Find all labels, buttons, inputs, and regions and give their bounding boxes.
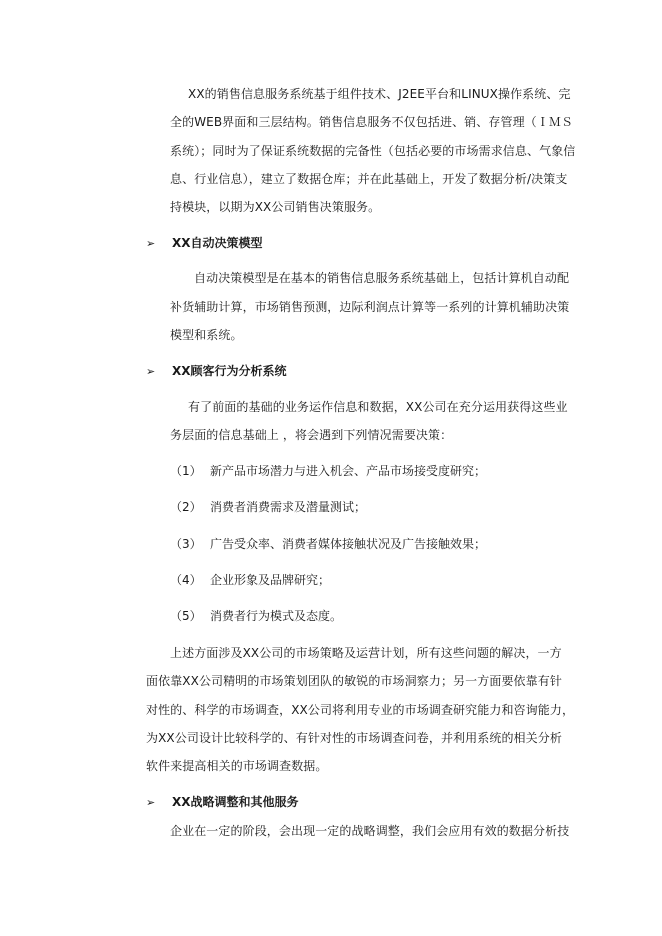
intro-line-5: 持模块，以期为XX公司销售决策服务。	[170, 200, 381, 214]
intro-line-4: 息、行业信息），建立了数据仓库；并在此基础上，开发了数据分析/决策支	[170, 172, 568, 186]
section-title: XX自动决策模型	[172, 236, 263, 250]
item-number: （5）	[170, 609, 202, 623]
summary-line-4: 为XX公司设计比较科学的、有针对性的市场调查问卷，并利用系统的相关分析	[146, 731, 562, 745]
section2-line-1: 有了前面的基础的业务运作信息和数据，XX公司在充分运用获得这些业	[188, 400, 568, 414]
item-number: （2）	[170, 500, 202, 514]
arrow-bullet-icon: ➢	[146, 237, 156, 250]
arrow-bullet-icon: ➢	[146, 365, 156, 378]
section-heading-auto-decision	[146, 235, 263, 252]
item-text: 企业形象及品牌研究；	[210, 573, 331, 587]
section1-line-3: 模型和系统。	[170, 328, 243, 342]
intro-line-2: 全的WEB界面和三层结构。销售信息服务不仅包括进、销、存管理（ＩＭＳ	[170, 115, 574, 129]
intro-line-1: XX的销售信息服务系统基于组件技术、J2EE平台和LINUX操作系统、完	[188, 87, 571, 101]
section-heading-customer-behavior	[146, 363, 287, 380]
item-number: （1）	[170, 464, 202, 478]
item-number: （3）	[170, 537, 202, 551]
item-text: 消费者行为模式及态度。	[210, 609, 343, 623]
item-text: 广告受众率、消费者媒体接触状况及广告接触效果；	[210, 537, 487, 551]
summary-line-1: 上述方面涉及XX公司的市场策略及运营计划，所有这些问题的解决，一方	[170, 646, 562, 660]
item-text: 消费者消费需求及潜量测试；	[210, 500, 367, 514]
section1-line-2: 补货辅助计算，市场销售预测，边际利润点计算等一系列的计算机辅助决策	[170, 300, 570, 314]
section1-line-1: 自动决策模型是在基本的销售信息服务系统基础上，包括计算机自动配	[194, 271, 570, 285]
summary-line-5: 软件来提高相关的市场调查数据。	[146, 759, 328, 773]
section2-line-2: 务层面的信息基础上 ，将会遇到下列情况需要决策：	[170, 428, 453, 442]
item-text: 新产品市场潜力与进入机会、产品市场接受度研究；	[210, 464, 487, 478]
section3-line-1: 企业在一定的阶段，会出现一定的战略调整，我们会应用有效的数据分析技	[170, 824, 570, 838]
section-title: XX战略调整和其他服务	[172, 795, 299, 809]
item-number: （4）	[170, 573, 202, 587]
section-title: XX顾客行为分析系统	[172, 364, 287, 378]
summary-line-3: 对性的、科学的市场调查，XX公司将利用专业的市场调查研究能力和咨询能力，	[146, 703, 575, 717]
intro-line-3: 系统）；同时为了保证系统数据的完备性（包括必要的市场需求信息、气象信	[170, 144, 576, 158]
summary-line-2: 面依靠XX公司精明的市场策划团队的敏锐的市场洞察力；另一方面要依靠有针	[146, 674, 562, 688]
section-heading-strategy	[146, 794, 299, 811]
arrow-bullet-icon: ➢	[146, 796, 156, 809]
